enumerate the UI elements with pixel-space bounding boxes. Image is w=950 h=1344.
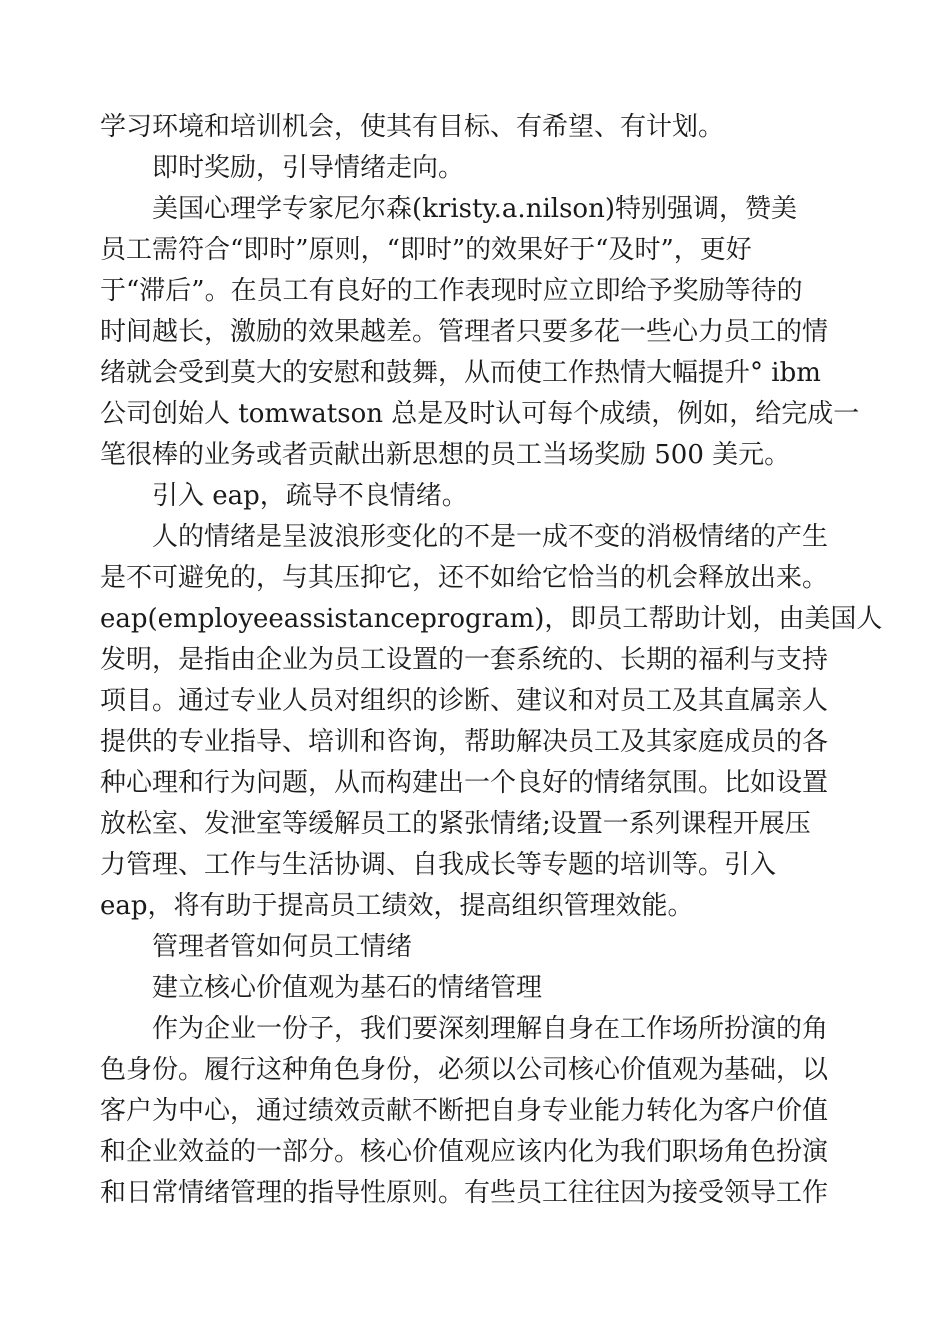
text-line: 管理者管如何员工情绪 [152, 932, 413, 962]
text-line: 员工需符合“即时”原则，“即时”的效果好于“及时”，更好 [100, 235, 752, 265]
document-body [100, 107, 883, 1214]
text-line: 建立核心价值观为基石的情绪管理 [152, 973, 543, 1003]
text-line: 项目。通过专业人员对组织的诊断、建议和对员工及其直属亲人 [100, 686, 829, 716]
text-line: 学习环境和培训机会，使其有目标、有希望、有计划。 [100, 112, 725, 142]
text-line: 人的情绪是呈波浪形变化的不是一成不变的消极情绪的产生 [152, 522, 829, 552]
text-line: 引入 eap，疏导不良情绪。 [152, 481, 468, 511]
text-line: 作为企业一份子，我们要深刻理解自身在工作场所扮演的角 [152, 1014, 829, 1044]
text-line: eap(employeeassistanceprogram)，即员工帮助计划，由美国人 [100, 604, 883, 634]
text-line: 力管理、工作与生活协调、自我成长等专题的培训等。引入 [100, 850, 777, 880]
text-line: 放松室、发泄室等缓解员工的紧张情绪;设置一系列课程开展压 [100, 809, 811, 839]
text-line: 公司创始人 tomwatson 总是及时认可每个成绩，例如，给完成一 [100, 399, 860, 429]
text-line: 于“滞后”。在员工有良好的工作表现时应立即给予奖励等待的 [100, 276, 803, 306]
text-line: 和企业效益的一部分。核心价值观应该内化为我们职场角色扮演 [100, 1137, 829, 1167]
text-line: 种心理和行为问题，从而构建出一个良好的情绪氛围。比如设置 [100, 768, 829, 798]
text-line: 笔很棒的业务或者贡献出新思想的员工当场奖励 500 美元。 [100, 440, 791, 470]
text-line: 客户为中心，通过绩效贡献不断把自身专业能力转化为客户价值 [100, 1096, 829, 1126]
text-line: 绪就会受到莫大的安慰和鼓舞，从而使工作热情大幅提升° ibm [100, 358, 821, 388]
text-line: 色身份。履行这种角色身份，必须以公司核心价值观为基础，以 [100, 1055, 829, 1085]
text-line: eap，将有助于提高员工绩效，提高组织管理效能。 [100, 891, 694, 921]
text-line: 和日常情绪管理的指导性原则。有些员工往往因为接受领导工作 [100, 1178, 829, 1208]
text-line: 发明，是指由企业为员工设置的一套系统的、长期的福利与支持 [100, 645, 829, 675]
text-line: 提供的专业指导、培训和咨询，帮助解决员工及其家庭成员的各 [100, 727, 829, 757]
text-line: 是不可避免的，与其压抑它，还不如给它恰当的机会释放出来。 [100, 563, 829, 593]
text-line: 时间越长，激励的效果越差。管理者只要多花一些心力员工的情 [100, 317, 829, 347]
text-line: 即时奖励，引导情绪走向。 [152, 153, 465, 183]
text-line: 美国心理学专家尼尔森(kristy.a.nilson)特别强调，赞美 [152, 194, 797, 224]
